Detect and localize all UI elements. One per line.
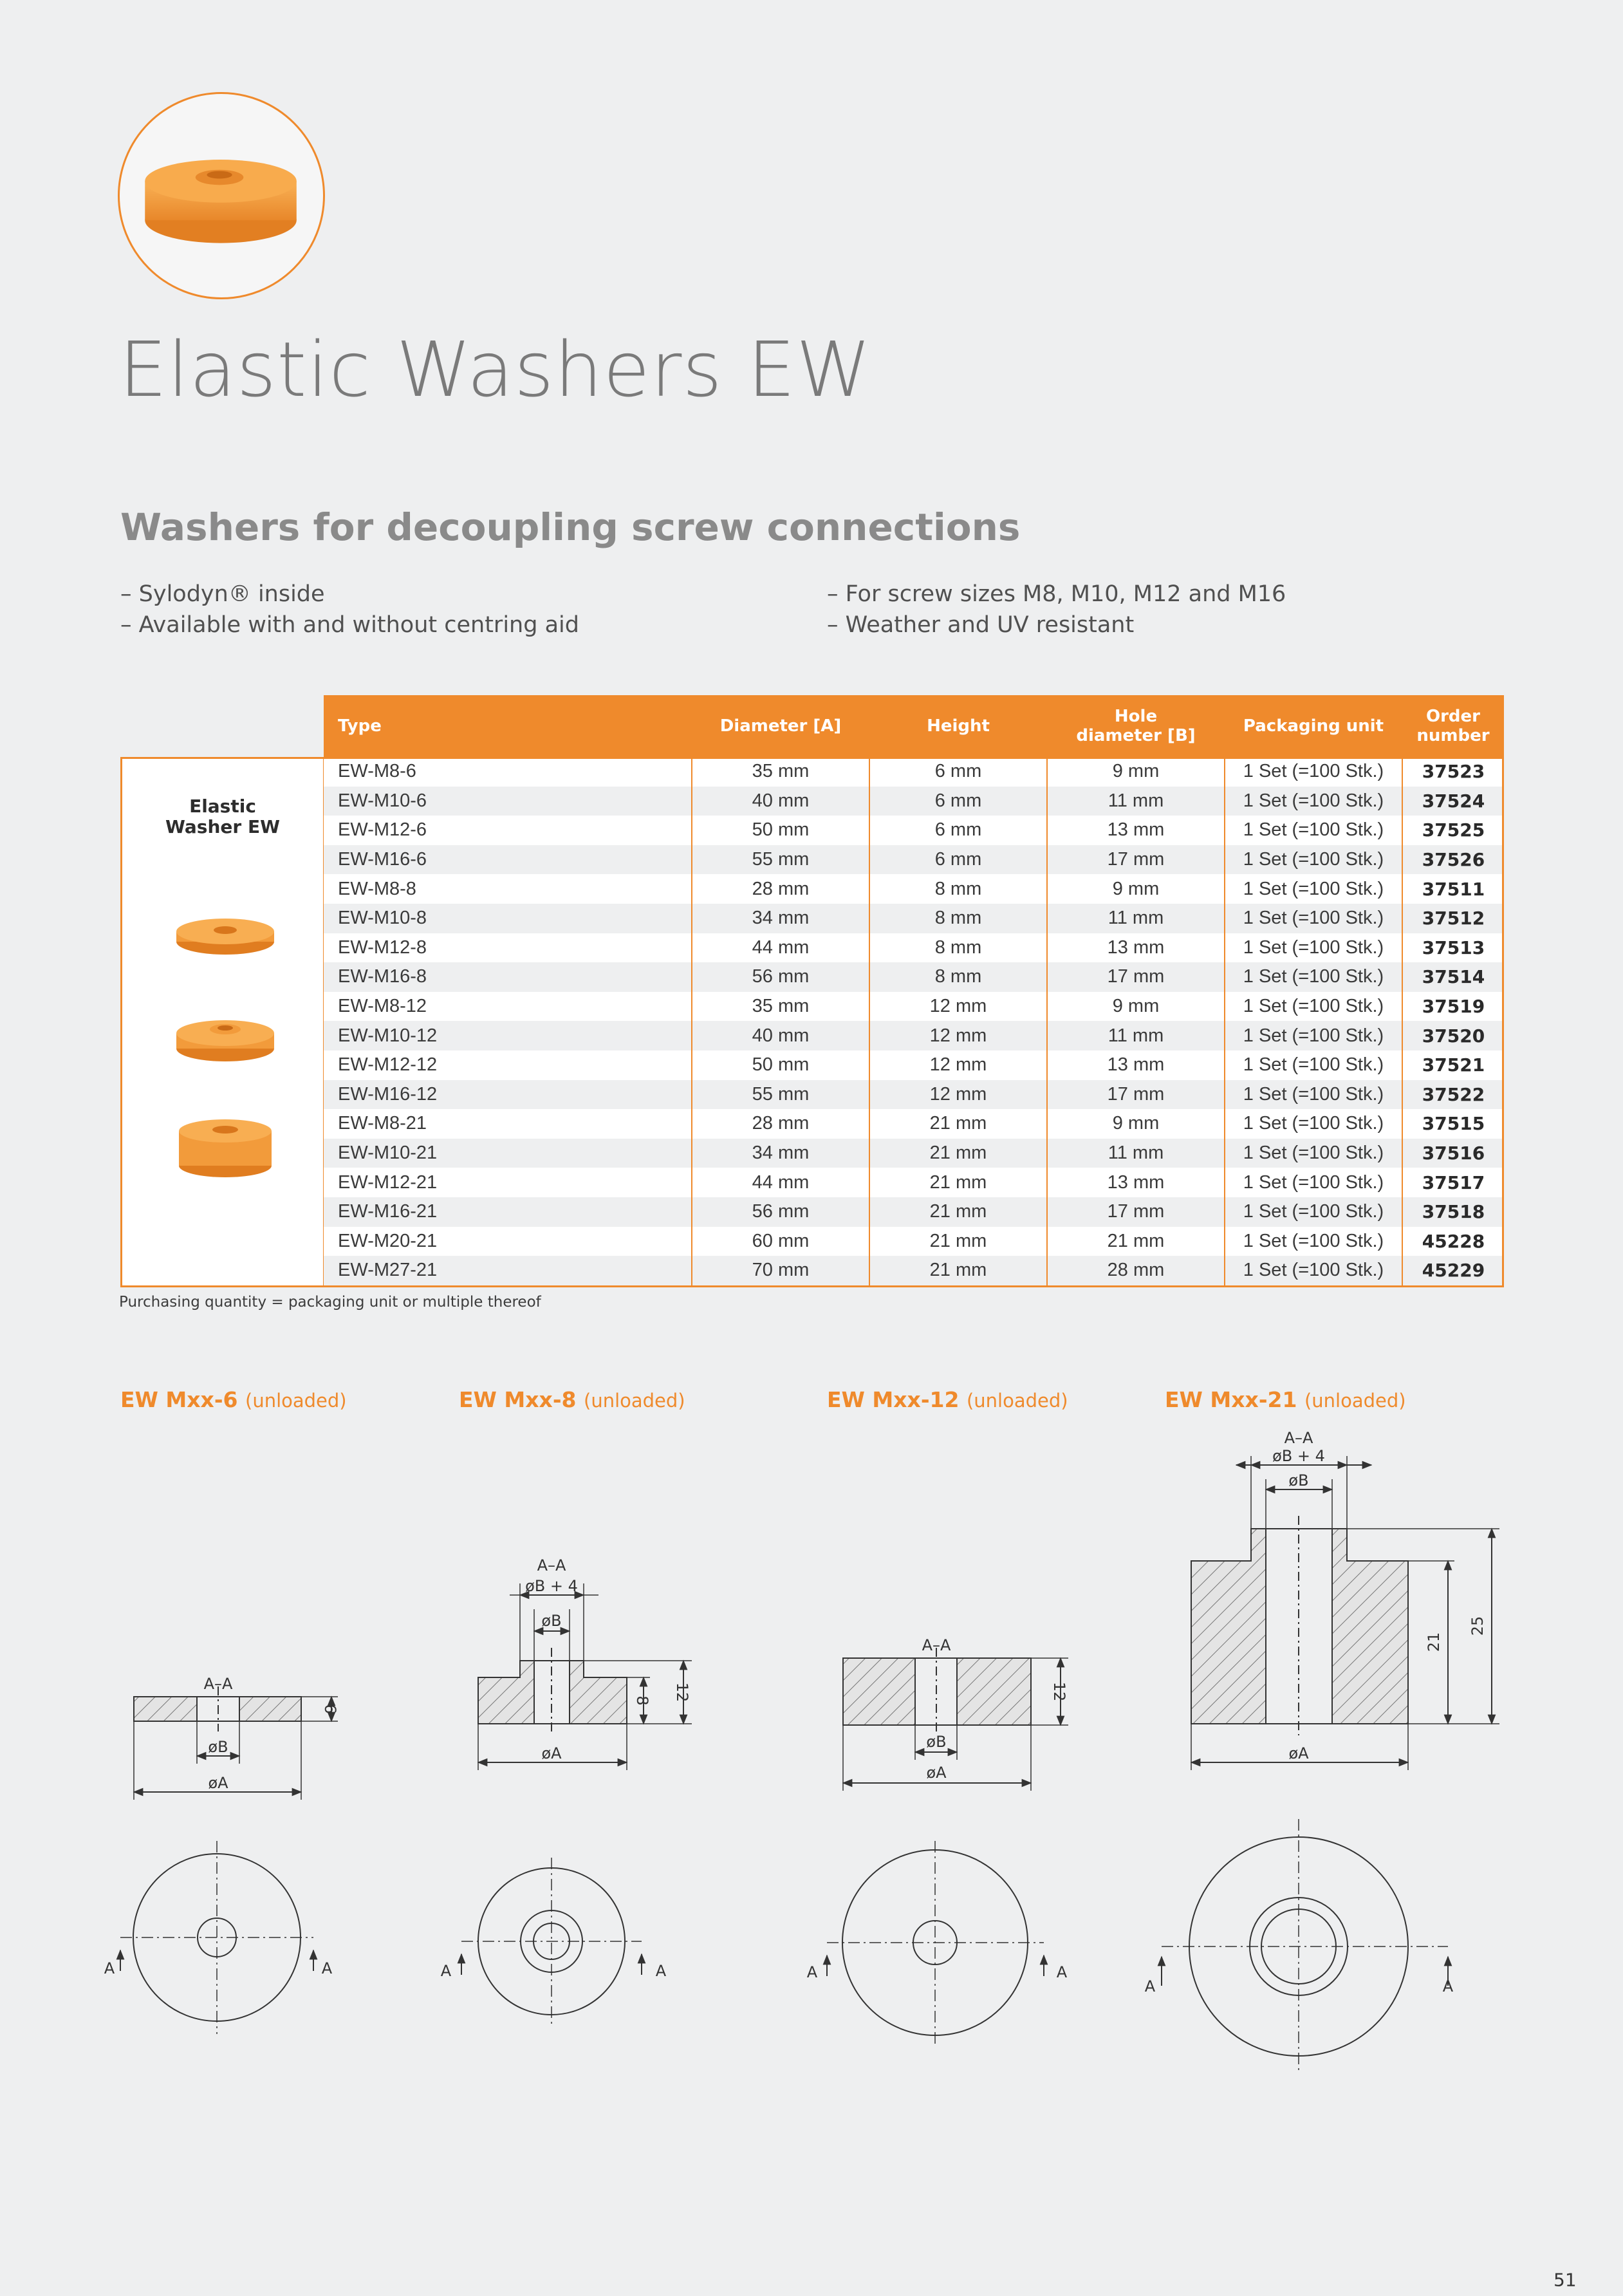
cell-diameter: 35 mm <box>692 757 869 787</box>
table-row <box>324 962 1504 992</box>
page-subtitle: Washers for decoupling screw connections <box>120 505 1021 549</box>
cell-order: 37524 <box>1402 787 1504 816</box>
cell-diameter: 60 mm <box>692 1227 869 1256</box>
cell-order: 37513 <box>1402 933 1504 963</box>
section-label: A–A <box>537 1556 566 1574</box>
cell-height: 8 mm <box>869 904 1047 933</box>
section-view-6 <box>134 1686 338 1800</box>
cell-type: EW-M12-12 <box>324 1050 692 1080</box>
top-view-6 <box>120 1841 313 2034</box>
section-view-8 <box>478 1583 692 1770</box>
table-row <box>324 1109 1504 1139</box>
cell-diameter: 34 mm <box>692 1139 869 1168</box>
cell-type: EW-M10-21 <box>324 1139 692 1168</box>
section-mark: A <box>104 1959 115 1977</box>
table-row <box>324 1139 1504 1168</box>
cell-type: EW-M27-21 <box>324 1256 692 1285</box>
cell-type: EW-M16-12 <box>324 1080 692 1110</box>
cell-hole: 17 mm <box>1047 845 1225 875</box>
cell-height: 21 mm <box>869 1256 1047 1285</box>
drawing-title-8 <box>459 1387 685 1412</box>
cell-height: 21 mm <box>869 1168 1047 1197</box>
dim-height: 6 <box>321 1704 339 1714</box>
table-row <box>324 874 1504 904</box>
cell-height: 6 mm <box>869 816 1047 845</box>
cell-packaging: 1 Set (=100 Stk.) <box>1225 1256 1402 1285</box>
feature-item: – Available with and without centring aid <box>120 610 579 640</box>
section-mark: A <box>440 1962 452 1980</box>
cell-packaging: 1 Set (=100 Stk.) <box>1225 845 1402 875</box>
table-row <box>324 904 1504 933</box>
cell-type: EW-M16-6 <box>324 845 692 875</box>
drawing-note: (unloaded) <box>584 1390 685 1412</box>
footnote: Purchasing quantity = packaging unit or multiple thereof <box>119 1294 541 1311</box>
cell-type: EW-M10-12 <box>324 1021 692 1050</box>
cell-height: 12 mm <box>869 1050 1047 1080</box>
section-mark: A <box>1056 1963 1068 1981</box>
cell-diameter: 44 mm <box>692 1168 869 1197</box>
cell-hole: 11 mm <box>1047 1021 1225 1050</box>
cell-hole: 13 mm <box>1047 933 1225 963</box>
drawing-note: (unloaded) <box>245 1390 347 1412</box>
table-row <box>324 816 1504 845</box>
spec-table-container <box>324 695 1504 1285</box>
col-header-packaging: Packaging unit <box>1225 695 1402 757</box>
section-view-12 <box>843 1648 1068 1791</box>
cell-type: EW-M8-8 <box>324 874 692 904</box>
cell-type: EW-M20-21 <box>324 1227 692 1256</box>
dim-phi-a: øA <box>926 1764 947 1782</box>
cell-hole: 9 mm <box>1047 992 1225 1022</box>
cell-packaging: 1 Set (=100 Stk.) <box>1225 874 1402 904</box>
cell-diameter: 28 mm <box>692 1109 869 1139</box>
cell-type: EW-M16-8 <box>324 962 692 992</box>
cell-diameter: 56 mm <box>692 962 869 992</box>
feature-item: – Sylodyn® inside <box>120 579 579 610</box>
table-row <box>324 1227 1504 1256</box>
cell-diameter: 40 mm <box>692 787 869 816</box>
cell-order: 37523 <box>1402 757 1504 787</box>
section-mark: A <box>655 1962 667 1980</box>
col-header-order: Order number <box>1402 695 1504 757</box>
cell-packaging: 1 Set (=100 Stk.) <box>1225 904 1402 933</box>
cell-diameter: 40 mm <box>692 1021 869 1050</box>
table-row <box>324 1256 1504 1285</box>
cell-type: EW-M12-8 <box>324 933 692 963</box>
cell-packaging: 1 Set (=100 Stk.) <box>1225 787 1402 816</box>
cell-packaging: 1 Set (=100 Stk.) <box>1225 1021 1402 1050</box>
table-row <box>324 1021 1504 1050</box>
table-row <box>324 845 1504 875</box>
cell-type: EW-M10-6 <box>324 787 692 816</box>
cell-order: 37515 <box>1402 1109 1504 1139</box>
cell-order: 45229 <box>1402 1256 1504 1285</box>
table-header-row <box>324 695 1504 757</box>
cell-height: 21 mm <box>869 1227 1047 1256</box>
cell-order: 37522 <box>1402 1080 1504 1110</box>
dim-phi-a: øA <box>541 1744 562 1762</box>
washer-21-image <box>176 1113 274 1184</box>
cell-packaging: 1 Set (=100 Stk.) <box>1225 992 1402 1022</box>
cell-height: 8 mm <box>869 962 1047 992</box>
section-mark: A <box>321 1959 333 1977</box>
table-row <box>324 1197 1504 1227</box>
dim-phi-a: øA <box>208 1774 228 1792</box>
cell-height: 21 mm <box>869 1109 1047 1139</box>
cell-order: 37511 <box>1402 874 1504 904</box>
col-header-diameter: Diameter [A] <box>692 695 869 757</box>
table-row <box>324 992 1504 1022</box>
section-mark: A <box>806 1963 818 1981</box>
page-title: Elastic Washers EW <box>119 325 872 414</box>
dim-height: 12 <box>1050 1681 1068 1702</box>
cell-type: EW-M12-6 <box>324 816 692 845</box>
cell-hole: 11 mm <box>1047 904 1225 933</box>
feature-item: – For screw sizes M8, M10, M12 and M16 <box>827 579 1286 610</box>
cell-height: 6 mm <box>869 787 1047 816</box>
drawing-title-12 <box>827 1387 1068 1412</box>
cell-type: EW-M8-21 <box>324 1109 692 1139</box>
cell-hole: 9 mm <box>1047 1109 1225 1139</box>
cell-type: EW-M8-6 <box>324 757 692 787</box>
table-row <box>324 1050 1504 1080</box>
cell-type: EW-M16-21 <box>324 1197 692 1227</box>
feature-item: – Weather and UV resistant <box>827 610 1286 640</box>
cell-hole: 11 mm <box>1047 1139 1225 1168</box>
cell-diameter: 50 mm <box>692 816 869 845</box>
table-row <box>324 1080 1504 1110</box>
cell-height: 12 mm <box>869 992 1047 1022</box>
col-header-hole: Hole diameter [B] <box>1047 695 1225 757</box>
section-label: A–A <box>203 1675 233 1693</box>
washer-8-image <box>174 1010 277 1068</box>
cell-packaging: 1 Set (=100 Stk.) <box>1225 1197 1402 1227</box>
cell-type: EW-M10-8 <box>324 904 692 933</box>
cell-height: 6 mm <box>869 757 1047 787</box>
cell-packaging: 1 Set (=100 Stk.) <box>1225 933 1402 963</box>
cell-hole: 13 mm <box>1047 816 1225 845</box>
cell-order: 37520 <box>1402 1021 1504 1050</box>
col-header-type: Type <box>324 695 692 757</box>
dim-phi-b4: øB + 4 <box>1272 1447 1325 1465</box>
section-view-21 <box>1191 1456 1499 1770</box>
product-side-label <box>120 796 325 837</box>
cell-hole: 13 mm <box>1047 1050 1225 1080</box>
cell-order: 37525 <box>1402 816 1504 845</box>
col-header-height: Height <box>869 695 1047 757</box>
cell-diameter: 34 mm <box>692 904 869 933</box>
section-mark: A <box>1442 1977 1454 1995</box>
drawing-name: EW Mxx-12 <box>827 1387 960 1412</box>
section-label: A–A <box>1284 1429 1313 1447</box>
table-row <box>324 1168 1504 1197</box>
dim-phi-b: øB <box>541 1612 562 1630</box>
dim-phi-b: øB <box>1288 1471 1309 1489</box>
cell-hole: 28 mm <box>1047 1256 1225 1285</box>
cell-hole: 9 mm <box>1047 874 1225 904</box>
cell-packaging: 1 Set (=100 Stk.) <box>1225 1227 1402 1256</box>
page-number: 51 <box>1553 2269 1577 2291</box>
cell-order: 45228 <box>1402 1227 1504 1256</box>
top-view-8 <box>461 1858 642 2025</box>
cell-packaging: 1 Set (=100 Stk.) <box>1225 1050 1402 1080</box>
drawing-name: EW Mxx-6 <box>120 1387 238 1412</box>
cell-height: 8 mm <box>869 874 1047 904</box>
cell-diameter: 56 mm <box>692 1197 869 1227</box>
cell-height: 21 mm <box>869 1197 1047 1227</box>
section-mark: A <box>1144 1977 1156 1995</box>
product-image <box>118 92 325 299</box>
cell-hole: 9 mm <box>1047 757 1225 787</box>
feature-list-right <box>827 579 1286 640</box>
cell-type: EW-M8-12 <box>324 992 692 1022</box>
cell-hole: 13 mm <box>1047 1168 1225 1197</box>
drawing-title-6 <box>120 1387 347 1412</box>
cell-packaging: 1 Set (=100 Stk.) <box>1225 1109 1402 1139</box>
cell-packaging: 1 Set (=100 Stk.) <box>1225 1080 1402 1110</box>
cell-diameter: 55 mm <box>692 845 869 875</box>
drawing-title-21 <box>1165 1387 1406 1412</box>
cell-order: 37514 <box>1402 962 1504 992</box>
drawing-name: EW Mxx-21 <box>1165 1387 1297 1412</box>
top-view-21 <box>1162 1819 1448 2074</box>
dim-height: 8 <box>633 1695 651 1706</box>
cell-diameter: 55 mm <box>692 1080 869 1110</box>
cell-packaging: 1 Set (=100 Stk.) <box>1225 962 1402 992</box>
cell-hole: 17 mm <box>1047 962 1225 992</box>
cell-diameter: 44 mm <box>692 933 869 963</box>
drawing-note: (unloaded) <box>966 1390 1068 1412</box>
table-row <box>324 787 1504 816</box>
dim-height: 21 <box>1425 1632 1443 1652</box>
cell-height: 8 mm <box>869 933 1047 963</box>
table-row <box>324 757 1504 787</box>
cell-order: 37512 <box>1402 904 1504 933</box>
cell-order: 37519 <box>1402 992 1504 1022</box>
dim-phi-b: øB <box>208 1738 228 1756</box>
table-row <box>324 933 1504 963</box>
cell-diameter: 70 mm <box>692 1256 869 1285</box>
cell-order: 37521 <box>1402 1050 1504 1080</box>
dim-phi-a: øA <box>1288 1744 1309 1762</box>
cell-packaging: 1 Set (=100 Stk.) <box>1225 757 1402 787</box>
cell-height: 6 mm <box>869 845 1047 875</box>
spec-table <box>324 695 1504 1285</box>
washer-6-image <box>174 908 277 960</box>
cell-hole: 21 mm <box>1047 1227 1225 1256</box>
cell-packaging: 1 Set (=100 Stk.) <box>1225 1168 1402 1197</box>
dim-height: 12 <box>673 1682 691 1703</box>
cell-diameter: 28 mm <box>692 874 869 904</box>
drawing-note: (unloaded) <box>1304 1390 1406 1412</box>
cell-order: 37517 <box>1402 1168 1504 1197</box>
cell-packaging: 1 Set (=100 Stk.) <box>1225 816 1402 845</box>
top-view-12 <box>827 1841 1044 2044</box>
cell-packaging: 1 Set (=100 Stk.) <box>1225 1139 1402 1168</box>
drawing-name: EW Mxx-8 <box>459 1387 577 1412</box>
cell-diameter: 35 mm <box>692 992 869 1022</box>
side-label-text: Elastic Washer EW <box>165 796 280 837</box>
cell-height: 21 mm <box>869 1139 1047 1168</box>
cell-order: 37516 <box>1402 1139 1504 1168</box>
dim-height: 25 <box>1469 1616 1487 1636</box>
cell-height: 12 mm <box>869 1080 1047 1110</box>
cell-order: 37526 <box>1402 845 1504 875</box>
cell-hole: 17 mm <box>1047 1197 1225 1227</box>
cell-hole: 17 mm <box>1047 1080 1225 1110</box>
section-label: A–A <box>922 1636 951 1654</box>
dim-phi-b4: øB + 4 <box>525 1577 578 1595</box>
dim-phi-b: øB <box>926 1733 947 1751</box>
cell-hole: 11 mm <box>1047 787 1225 816</box>
cell-type: EW-M12-21 <box>324 1168 692 1197</box>
cell-height: 12 mm <box>869 1021 1047 1050</box>
cell-diameter: 50 mm <box>692 1050 869 1080</box>
cell-order: 37518 <box>1402 1197 1504 1227</box>
feature-list-left <box>120 579 579 640</box>
